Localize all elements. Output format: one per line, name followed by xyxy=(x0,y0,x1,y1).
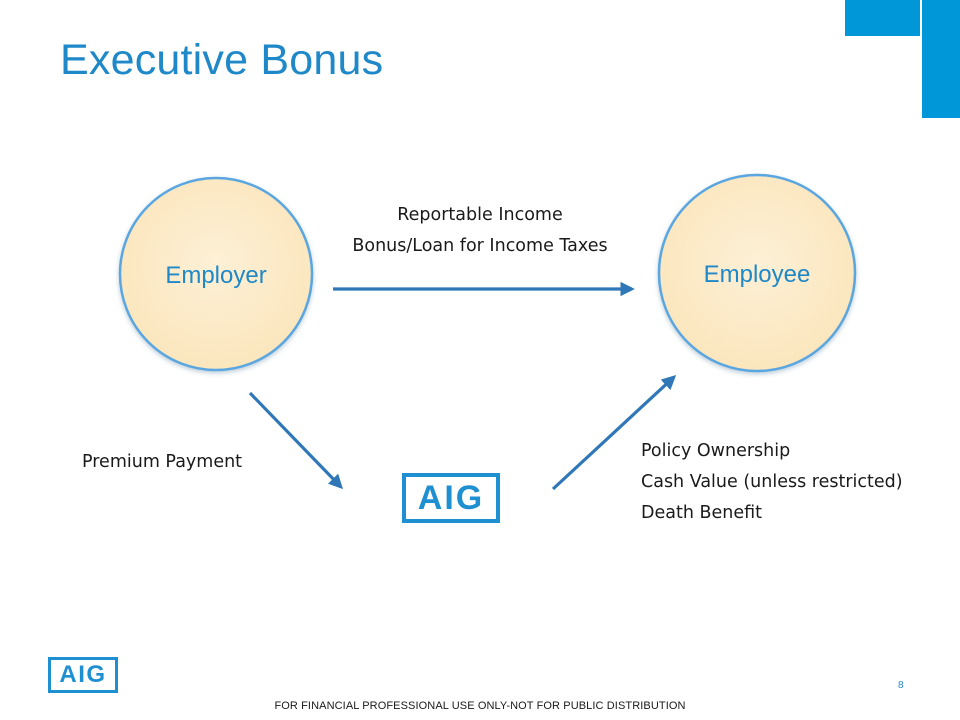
flow-line: Premium Payment xyxy=(82,452,243,472)
policy-benefits-label xyxy=(641,436,903,529)
aig-logo-text: AIG xyxy=(417,479,485,517)
arrow-employer-to-insurer xyxy=(250,393,341,487)
footer-disclaimer: FOR FINANCIAL PROFESSIONAL USE ONLY-NOT FOR PUBLIC DISTRIBUTION xyxy=(274,700,686,712)
employee-label: Employee xyxy=(703,261,811,288)
page-title: Executive Bonus xyxy=(60,36,384,84)
aig-insurer-logo xyxy=(402,473,500,523)
flow-line: Reportable Income xyxy=(397,205,563,225)
flow-line: Bonus/Loan for Income Taxes xyxy=(352,236,608,256)
aig-footer-logo-text: AIG xyxy=(59,661,107,688)
reportable-income-label xyxy=(320,200,640,262)
employee-node xyxy=(659,175,855,371)
premium-payment-label xyxy=(82,447,242,478)
employer-label: Employer xyxy=(165,262,267,289)
flow-line: Death Benefit xyxy=(641,503,762,523)
flow-line: Cash Value (unless restricted) xyxy=(641,472,903,492)
page-number: 8 xyxy=(898,680,904,691)
flow-line: Policy Ownership xyxy=(641,441,791,461)
employer-node xyxy=(120,178,312,370)
aig-footer-logo xyxy=(48,657,118,693)
